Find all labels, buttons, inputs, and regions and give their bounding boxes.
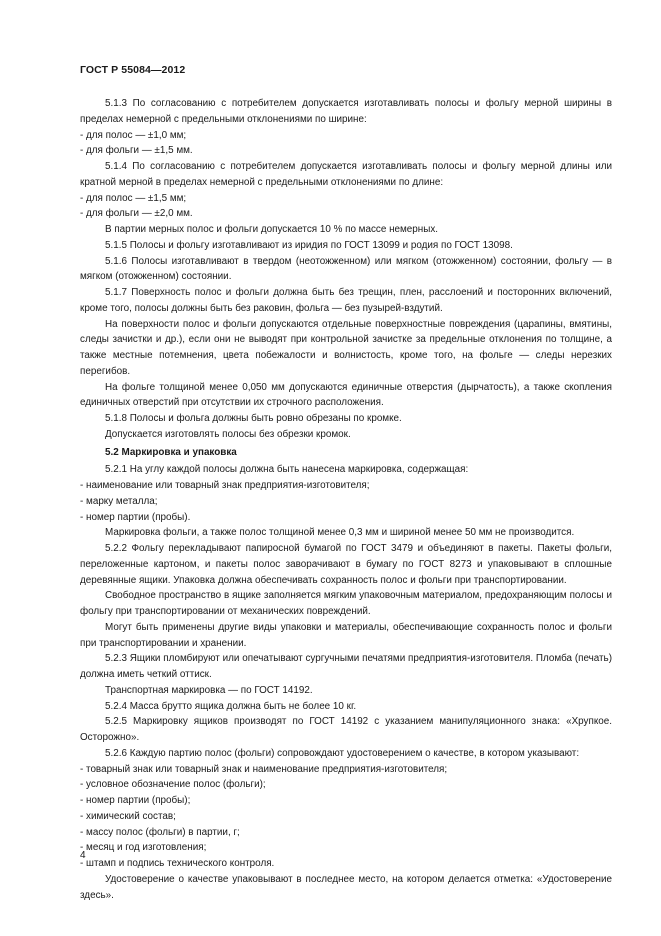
list-item: - для фольги — ±1,5 мм. bbox=[80, 145, 193, 157]
list-item: - для фольги — ±2,0 мм. bbox=[80, 208, 193, 220]
list-item: - номер партии (пробы); bbox=[80, 795, 191, 806]
list-item: - номер партии (пробы). bbox=[80, 511, 191, 523]
section-heading-5-2: 5.2 Маркировка и упаковка bbox=[105, 446, 237, 458]
list-item: - для полос — ±1,0 мм; bbox=[80, 129, 187, 141]
paragraph: Маркировка фольги, а также полос толщиной менее 0,3 мм и шириной менее 50 мм не производится. bbox=[105, 527, 575, 539]
clause-5-2-5: 5.2.5 Маркировку ящиков производят по ГОСТ 14192 с указанием манипуляционного знака: «Хрупкое. Осторожно». bbox=[80, 716, 612, 743]
paragraph: Удостоверение о качестве упаковывают в последнее место, на котором делается отметка: «Удостоверение здесь». bbox=[80, 873, 612, 901]
list-item: - наименование или товарный знак предприятия-изготовителя; bbox=[80, 480, 370, 491]
paragraph: В партии мерных полос и фольги допускается 10 % по массе немерных. bbox=[105, 224, 439, 235]
clause-5-2-2: 5.2.2 Фольгу перекладывают папиросной бумагой по ГОСТ 3479 и объединяют в пакеты. Пакеты фольги, переложенные картоном, и пакеты полос заворачивают в бумагу по ГОСТ 8273 и упаковывают в сплошные деревянные ящики. Упаковка должна обеспечивать сохранность полос и фольги при транспортировании. bbox=[80, 543, 612, 586]
clause-5-1-4: 5.1.4 По согласованию с потребителем допускается изготавливать полосы и фольгу мерной длины или кратной мерной в пределах немерной с предельными отклонениями по длине: bbox=[80, 161, 612, 188]
clause-5-2-4: 5.2.4 Масса брутто ящика должна быть не более 10 кг. bbox=[105, 700, 357, 712]
clause-5-2-1: 5.2.1 На углу каждой полосы должна быть нанесена маркировка, содержащая: bbox=[105, 464, 469, 476]
clause-5-2-3: 5.2.3 Ящики пломбируют или опечатывают сургучными печатями предприятия-изготовителя. Пломба (печать) должна иметь четкий оттиск. bbox=[80, 653, 612, 680]
paragraph: Свободное пространство в ящике заполняется мягким упаковочным материалом, предохраняющим полосы и фольгу при транспортировании от механических повреждений. bbox=[80, 590, 612, 617]
list-item: - условное обозначение полос (фольги); bbox=[80, 779, 266, 791]
list-item: - товарный знак или товарный знак и наименование предприятия-изготовителя; bbox=[80, 763, 448, 775]
document-body bbox=[80, 96, 612, 903]
paragraph: Транспортная маркировка — по ГОСТ 14192. bbox=[105, 684, 313, 696]
list-item: - месяц и год изготовления; bbox=[80, 842, 207, 854]
clause-5-1-5: 5.1.5 Полосы и фольгу изготавливают из иридия по ГОСТ 13099 и родия по ГОСТ 13098. bbox=[105, 239, 513, 251]
list-item: - для полос — ±1,5 мм; bbox=[80, 192, 187, 204]
document-header: ГОСТ Р 55084—2012 bbox=[80, 64, 186, 76]
list-item: - химический состав; bbox=[80, 810, 176, 822]
clause-5-1-7: 5.1.7 Поверхность полос и фольги должна быть без трещин, плен, расслоений и посторонних включений, кроме того, полосы должны быть без раковин, фольга — без пузырей-вздутий. bbox=[80, 287, 612, 314]
paragraph: Могут быть применены другие виды упаковки и материалы, обеспечивающие сохранность полос и фольги при транспортировании и хранении. bbox=[80, 621, 612, 649]
list-item: - массу полос (фольги) в партии, г; bbox=[80, 826, 240, 838]
paragraph: На фольге толщиной менее 0,050 мм допускаются единичные отверстия (дырчатость), а также скопления единичных отверстий при отсутствии их строчного расположения. bbox=[80, 381, 612, 409]
list-item: - штамп и подпись технического контроля. bbox=[80, 858, 275, 869]
paragraph: Допускается изготовлять полосы без обрезки кромок. bbox=[105, 428, 351, 440]
clause-5-2-6: 5.2.6 Каждую партию полос (фольги) сопровождают удостоверением о качестве, в котором указывают: bbox=[105, 747, 580, 759]
clause-5-1-3: 5.1.3 По согласованию с потребителем допускается изготавливать полосы и фольгу мерной ширины в пределах немерной с предельными отклонениями по ширине: bbox=[80, 98, 612, 125]
list-item: - марку металла; bbox=[80, 495, 158, 507]
clause-5-1-6: 5.1.6 Полосы изготавливают в твердом (неотожженном) или мягком (отожженном) состоянии, фольгу — в мягком (отожженном) состоянии. bbox=[80, 255, 612, 283]
clause-5-1-8: 5.1.8 Полосы и фольга должны быть ровно обрезаны по кромке. bbox=[105, 413, 402, 424]
paragraph: На поверхности полос и фольги допускаются отдельные поверхностные повреждения (царапины, вмятины, следы зачистки и др.), если они не выводят при контрольной зачистке за предельные отклонения по толщине, а также местные потемнения, цвета побежалости и волнистость, кроме того, на фольге — следы нерезких перегибов. bbox=[80, 318, 612, 377]
page-number: 4 bbox=[80, 850, 86, 861]
